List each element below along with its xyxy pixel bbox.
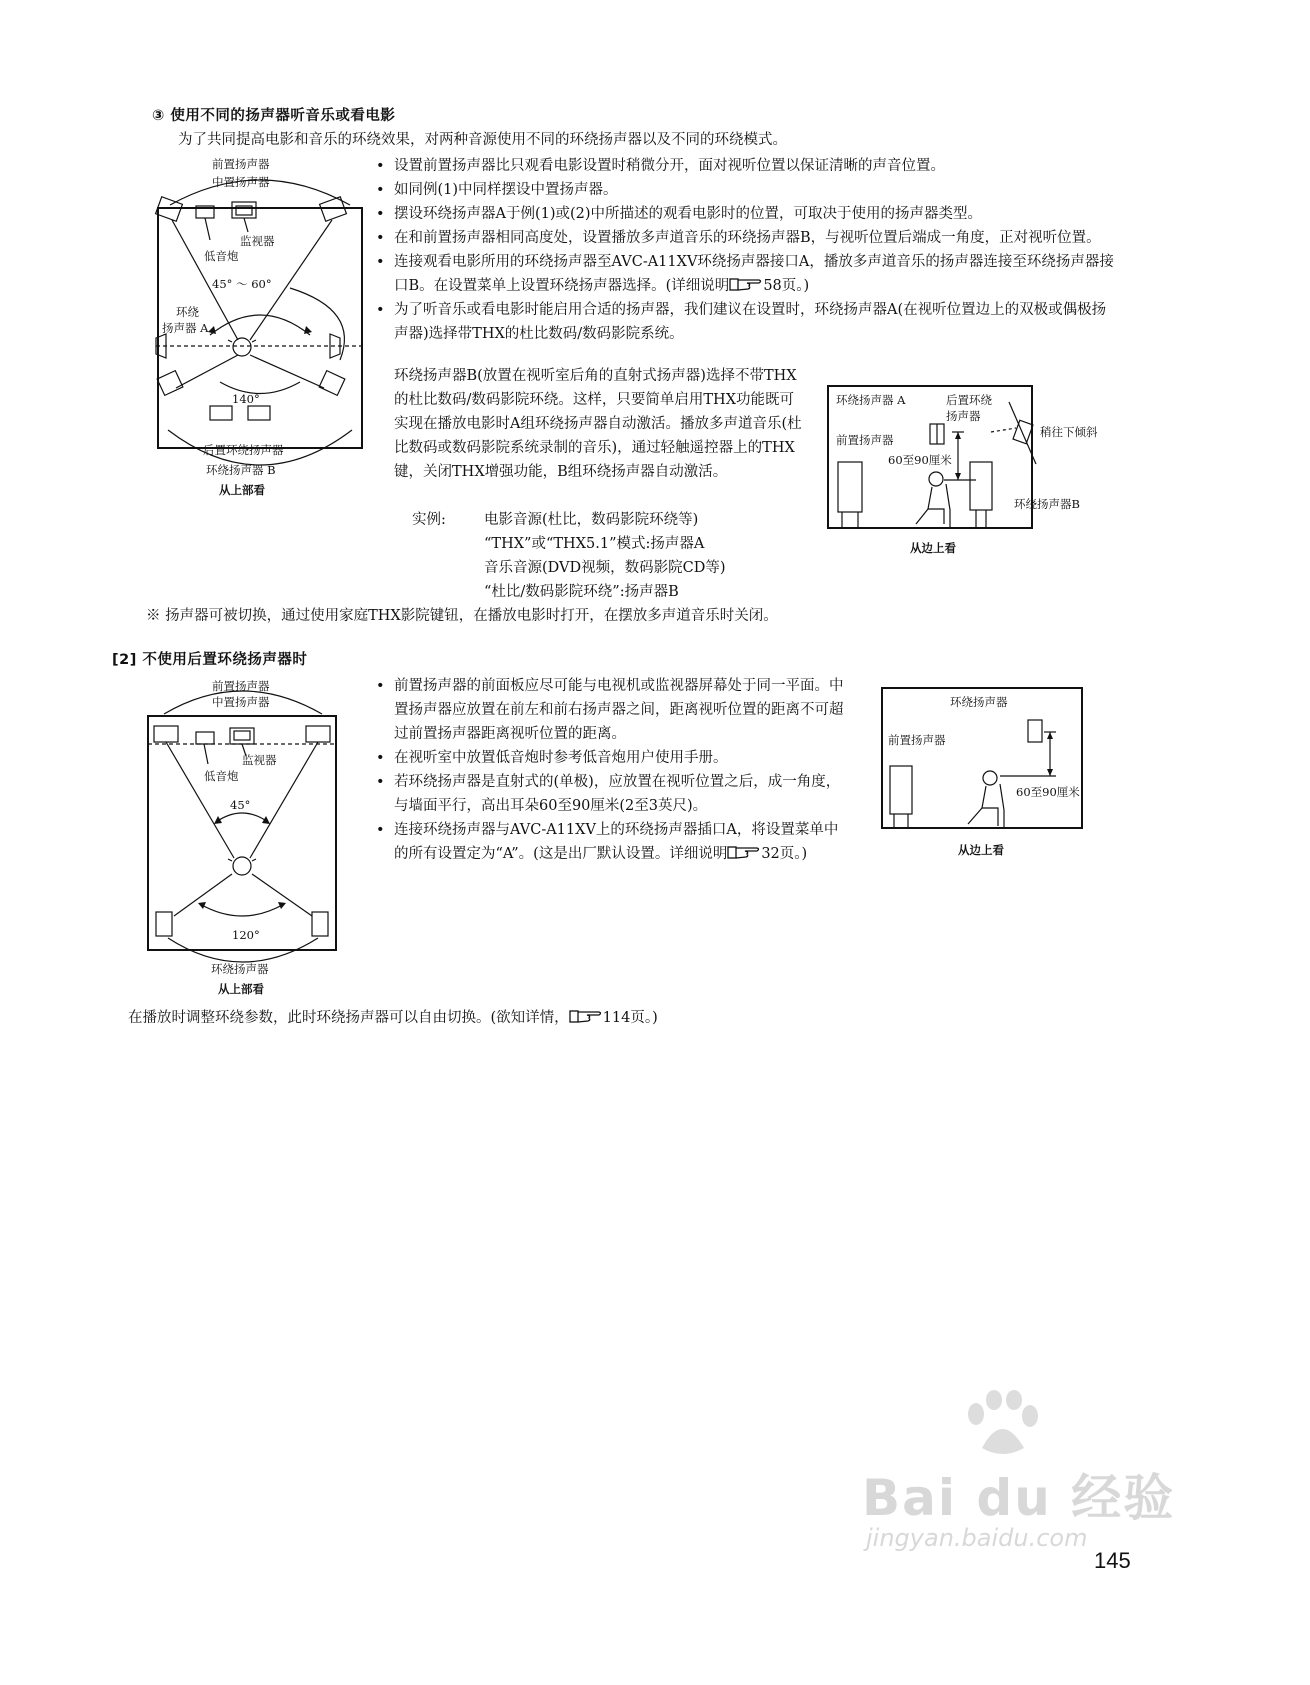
- rear-surround-speaker: [1013, 420, 1033, 444]
- footer-text: 在播放时调整环绕参数，此时环绕扬声器可以自由切换。(欲知详情， 114页。): [128, 1010, 658, 1026]
- section3-note: ※ 扬声器可被切换，通过使用家庭THX影院键钮，在播放电影时打开，在摆放多声道音乐时关闭。: [146, 608, 778, 624]
- label-side-rear-2: 扬声器: [946, 409, 981, 423]
- list-item: • 连接环绕扬声器与AVC-A11XV上的环绕扬声器插口A，将设置菜单中的所有设置定为“A”。(这是出厂默认设置。详细说明 32页。): [374, 818, 844, 866]
- example-line: “THX”或“THX5.1”模式:扬声器A: [484, 536, 705, 552]
- listener: [233, 338, 251, 356]
- label-rear-surround-a: 后置环绕扬声器: [203, 443, 284, 457]
- section2-heading: [2] 不使用后置环绕扬声器时: [112, 652, 308, 668]
- list-item: • 在和前置扬声器相同高度处，设置播放多声道音乐的环绕扬声器B，与视听位置后端成一角度，正对视听位置。: [374, 226, 1114, 250]
- label-angle-rear-a: 140°: [232, 392, 260, 406]
- front-right-speaker: [306, 726, 330, 742]
- list-item: • 摆设环绕扬声器A于例(1)或(2)中所描述的观看电影时的位置，可取决于使用的扬声器类型。: [374, 202, 1114, 226]
- label-side-front-b2: 前置扬声器: [888, 733, 946, 747]
- list-item: • 若环绕扬声器是直射式的(单极)，应放置在视听位置之后，成一角度，与墙面平行，高出耳朵60至90厘米(2至3英尺)。: [374, 770, 844, 818]
- caption-side-view-b: 从边上看: [958, 843, 1004, 857]
- example-label: 实例:: [412, 512, 446, 528]
- section3-intro: 为了共同提高电影和音乐的环绕效果，对两种音源使用不同的环绕扬声器以及不同的环绕模式。: [178, 132, 787, 148]
- label-center-speaker-a: 中置扬声器: [212, 175, 270, 189]
- label-side-surround-b: 环绕扬声器B: [1014, 497, 1080, 511]
- section2-bullet-list: [374, 674, 844, 866]
- surround-speaker: [1028, 720, 1042, 742]
- label-side-height-b2: 60至90厘米: [1016, 785, 1080, 799]
- front-speaker: [890, 766, 912, 814]
- front-left-speaker: [154, 726, 178, 742]
- section3-para-b: 环绕扬声器B(放置在视听室后角的直射式扬声器)选择不带THX的杜比数码/数码影院环绕。这样，只要简单启用THX功能既可实现在播放电影时A组环绕扬声器自动激活。播放多声道音乐(杜比数码或数码影院系统录制的音乐)，通过轻触遥控器上的THX键，关闭THX增强功能，B组环绕扬声器自动激活。: [394, 368, 802, 480]
- list-item: • 设置前置扬声器比只观看电影设置时稍微分开，面对视听位置以保证清晰的声音位置。: [374, 154, 1114, 178]
- label-front-speaker-a: 前置扬声器: [212, 157, 270, 171]
- front-speaker: [838, 462, 862, 512]
- label-side-front-a: 前置扬声器: [836, 433, 894, 447]
- example-line: 音乐音源(DVD视频，数码影院CD等): [484, 560, 726, 576]
- example-line: “杜比/数码影院环绕”:扬声器B: [484, 584, 679, 600]
- label-side-surround-a: 环绕扬声器 A: [836, 393, 906, 407]
- list-item: • 前置扬声器的前面板应尽可能与电视机或监视器屏幕处于同一平面。中置扬声器应放置在前左和前右扬声器之间，距离视听位置的距离不可超过前置扬声器距离视听位置的距离。: [374, 674, 844, 746]
- label-angle-front-a: 45° ～ 60°: [212, 277, 272, 291]
- section3-bullet-list: [374, 154, 1114, 346]
- label-side-height-a: 60至90厘米: [888, 453, 952, 467]
- label-subwoofer-a: 低音炮: [204, 249, 239, 263]
- label-side-tilt: 稍往下倾斜: [1040, 425, 1098, 439]
- label-surround-a-2: 扬声器 A: [162, 321, 209, 335]
- watermark-url: jingyan.baidu.com: [866, 1524, 1088, 1552]
- rear-left-speaker: [157, 371, 183, 396]
- surround-b-speaker: [970, 462, 992, 510]
- surround-right-speaker: [312, 912, 328, 936]
- label-surround-b-a: 环绕扬声器 B: [206, 463, 276, 477]
- list-item: • 在视听室中放置低音炮时参考低音炮用户使用手册。: [374, 746, 844, 770]
- label-side-rear-1: 后置环绕: [946, 393, 992, 407]
- caption-top-view-a: 从上部看: [219, 483, 265, 497]
- hand-pointer-icon: [727, 844, 761, 861]
- label-surround-b: 环绕扬声器: [211, 962, 269, 976]
- page-number: 145: [1094, 1548, 1131, 1573]
- hand-pointer-icon: [729, 276, 763, 293]
- label-subwoofer-b: 低音炮: [204, 769, 239, 783]
- section3-heading: ③ 使用不同的扬声器听音乐或看电影: [152, 108, 396, 124]
- label-monitor-a: 监视器: [240, 234, 275, 248]
- surround-left-speaker: [156, 912, 172, 936]
- label-monitor-b: 监视器: [242, 753, 277, 767]
- list-item: • 如同例(1)中同样摆设中置扬声器。: [374, 178, 1114, 202]
- listener-seated: [929, 472, 943, 486]
- listener: [233, 857, 251, 875]
- list-item: • 连接观看电影所用的环绕扬声器至AVC-A11XV环绕扬声器接口A，播放多声道音乐的扬声器连接至环绕扬声器接口B。在设置菜单上设置环绕扬声器选择。(详细说明 58页。): [374, 250, 1114, 298]
- label-side-surround-b2: 环绕扬声器: [950, 695, 1008, 709]
- caption-side-view-a: 从边上看: [910, 541, 956, 555]
- caption-top-view-b: 从上部看: [218, 982, 264, 996]
- rear-right-speaker: [319, 371, 345, 396]
- label-angle-front-b: 45°: [230, 798, 251, 812]
- surround-b-right: [248, 406, 270, 420]
- label-center-speaker-b: 中置扬声器: [212, 695, 270, 709]
- label-angle-rear-b: 120°: [232, 928, 260, 942]
- list-item: • 为了听音乐或看电影时能启用合适的扬声器，我们建议在设置时，环绕扬声器A(在视听位置边上的双极或偶极扬声器)选择带THX的杜比数码/数码影院系统。: [374, 298, 1114, 346]
- listener-seated: [983, 771, 997, 785]
- hand-pointer-icon: [569, 1008, 603, 1025]
- label-surround-a-1: 环绕: [176, 305, 199, 319]
- example-line: 电影音源(杜比，数码影院环绕等): [484, 512, 699, 528]
- subwoofer: [196, 732, 214, 744]
- label-front-speaker-b: 前置扬声器: [212, 679, 270, 693]
- watermark-logo: Bai du 经验: [862, 1469, 1176, 1527]
- surround-b-left: [210, 406, 232, 420]
- paw-icon: [962, 1390, 1042, 1460]
